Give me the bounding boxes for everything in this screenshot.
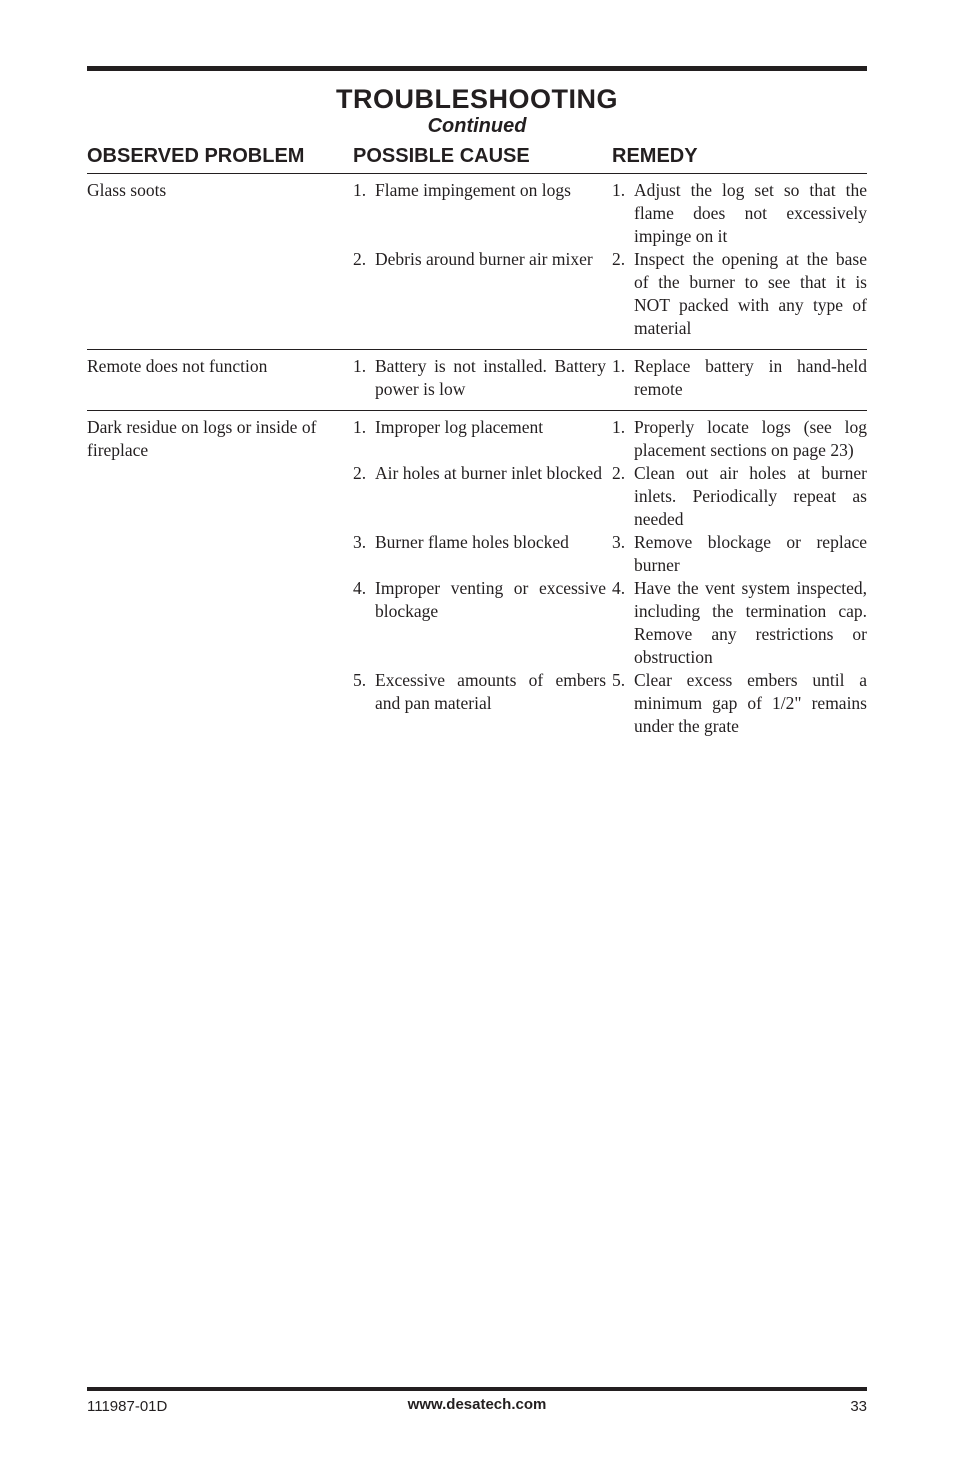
cause-remedy-pair (353, 179, 867, 248)
remedy-number: 3. (612, 532, 626, 552)
cause-remedy-pair (353, 355, 867, 401)
possible-cause (353, 416, 612, 462)
cause-text: Burner flame holes blocked (375, 532, 569, 552)
cause-number: 2. (353, 463, 367, 483)
remedy (612, 179, 867, 248)
remedy-number: 4. (612, 578, 626, 598)
observed-problem: Glass soots (87, 180, 167, 200)
header-observed-problem: OBSERVED PROBLEM (87, 145, 305, 167)
observed-problem: Remote does not function (87, 356, 268, 376)
possible-cause (353, 248, 612, 340)
remedy (612, 531, 867, 577)
possible-cause (353, 577, 612, 669)
remedy-text: Adjust the log set so that the flame does not excessively impinge on it (634, 180, 867, 246)
cause-remedy-pair (353, 577, 867, 669)
table-header (87, 144, 867, 174)
cause-text: Improper venting or excessive blockage (375, 578, 606, 621)
header-possible-cause: POSSIBLE CAUSE (353, 145, 530, 167)
remedy-text: Properly locate logs (see log placement sections on page 23) (634, 417, 867, 460)
troubleshooting-table (87, 174, 867, 747)
page-subtitle: Continued (427, 115, 527, 137)
cause-remedy-pair (353, 462, 867, 531)
remedy-text: Remove blockage or replace burner (634, 532, 867, 575)
cause-text: Improper log placement (375, 417, 544, 437)
observed-problem: Dark residue on logs or inside of fireplace (87, 417, 317, 460)
remedy (612, 416, 867, 462)
remedy (612, 462, 867, 531)
page-title: TROUBLESHOOTING (336, 84, 618, 114)
cause-number: 1. (353, 356, 367, 376)
remedy-number: 1. (612, 180, 626, 200)
top-rule (87, 66, 867, 71)
table-row (87, 174, 867, 350)
cause-number: 1. (353, 417, 367, 437)
remedy-number: 2. (612, 249, 626, 269)
remedy (612, 577, 867, 669)
cause-text: Air holes at burner inlet blocked (375, 463, 602, 483)
possible-cause (353, 355, 612, 401)
cause-remedy-pair (353, 248, 867, 340)
cause-text: Debris around burner air mixer (375, 249, 593, 269)
remedy-number: 2. (612, 463, 626, 483)
header-remedy: REMEDY (612, 145, 698, 167)
remedy-text: Clean out air holes at burner inlets. Periodically repeat as needed (634, 463, 867, 529)
cause-number: 2. (353, 249, 367, 269)
possible-cause (353, 669, 612, 738)
doc-number: 111987-01D (87, 1398, 168, 1415)
website-link[interactable]: www.desatech.com (407, 1396, 547, 1413)
cause-remedy-pair (353, 416, 867, 462)
remedy-text: Clear excess embers until a minimum gap of 1/2" remains under the grate (634, 670, 867, 736)
cause-text: Battery is not installed. Battery power is low (375, 356, 606, 399)
remedy (612, 355, 867, 401)
troubleshooting-page (87, 66, 867, 747)
page-number: 33 (850, 1398, 867, 1415)
remedy-number: 1. (612, 356, 626, 376)
remedy (612, 669, 867, 738)
page-footer (87, 1387, 867, 1418)
remedy (612, 248, 867, 340)
remedy-number: 5. (612, 670, 626, 690)
remedy-text: Inspect the opening at the base of the burner to see that it is NOT packed with any type of material (634, 249, 867, 338)
cause-number: 5. (353, 670, 367, 690)
bottom-rule (87, 1387, 867, 1391)
table-row (87, 350, 867, 411)
cause-number: 3. (353, 532, 367, 552)
possible-cause (353, 462, 612, 531)
possible-cause (353, 179, 612, 248)
table-row (87, 411, 867, 747)
cause-number: 4. (353, 578, 367, 598)
cause-number: 1. (353, 180, 367, 200)
cause-remedy-pair (353, 669, 867, 738)
cause-text: Flame impingement on logs (375, 180, 571, 200)
remedy-number: 1. (612, 417, 626, 437)
cause-remedy-pair (353, 531, 867, 577)
remedy-text: Replace battery in hand-held remote (634, 356, 867, 399)
cause-text: Excessive amounts of embers and pan material (375, 670, 606, 713)
possible-cause (353, 531, 612, 577)
remedy-text: Have the vent system inspected, including the termination cap. Remove any restrictions or obstruction (634, 578, 867, 667)
